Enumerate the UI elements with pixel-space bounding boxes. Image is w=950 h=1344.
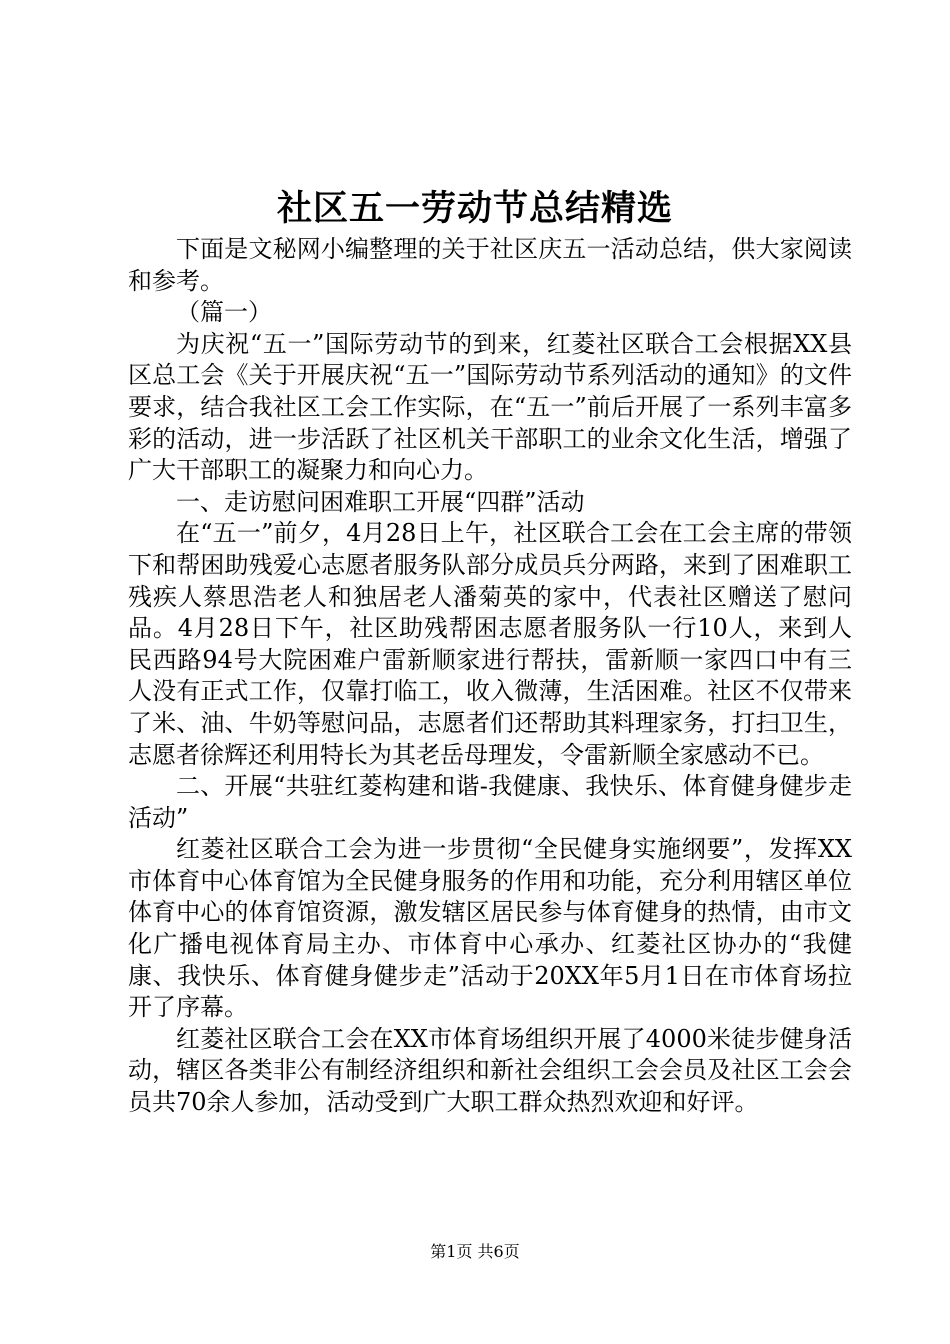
document-body: [128, 234, 852, 1119]
body-paragraph: 为庆祝“五一”国际劳动节的到来，红菱社区联合工会根据XX县区总工会《关于开展庆祝“五一”国际劳动节系列活动的通知》的文件要求，结合我社区工会工作实际，在“五一”前后开展了一系列丰富多彩的活动，进一步活跃了社区机关干部职工的业余文化生活，增强了广大干部职工的凝聚力和向心力。: [128, 329, 852, 485]
document-title: 社区五一劳动节总结精选: [276, 188, 673, 229]
body-paragraph: 红菱社区联合工会在XX市体育场组织开展了4000米徒步健身活动，辖区各类非公有制经济组织和新社会组织工会会员及社区工会会员共70余人参加，活动受到广大职工群众热烈欢迎和好评。: [128, 1024, 852, 1117]
intro-paragraph: 下面是文秘网小编整理的关于社区庆五一活动总结，供大家阅读和参考。: [128, 235, 852, 295]
page-number: 第1页 共6页: [430, 1242, 520, 1261]
body-paragraph: 红菱社区联合工会为进一步贯彻“全民健身实施纲要”，发挥XX市体育中心体育馆为全民健身服务的作用和功能，充分利用辖区单位体育中心的体育馆资源，激发辖区居民参与体育健身的热情，由市文化广播电视体育局主办、市体育中心承办、红菱社区协办的“我健康、我快乐、体育健身健步走”活动于20XX年5月1日在市体育场拉开了序幕。: [128, 835, 852, 1022]
section-heading: 一、走访慰问困难职工开展“四群”活动: [176, 487, 585, 516]
section-heading: 二、开展“共驻红菱构建和谐-我健康、我快乐、体育健身健步走活动”: [128, 772, 852, 832]
section-label: （篇一）: [176, 298, 272, 327]
body-paragraph: 在“五一”前夕，4月28日上午，社区联合工会在工会主席的带领下和帮困助残爱心志愿者服务队部分成员兵分两路，来到了困难职工残疾人蔡思浩老人和独居老人潘菊英的家中，代表社区赠送了慰问品。4月28日下午，社区助残帮困志愿者服务队一行10人，来到人民西路94号大院困难户雷新顺家进行帮扶，雷新顺一家四口中有三人没有正式工作，仅靠打临工，收入微薄，生活困难。社区不仅带来了米、油、牛奶等慰问品，志愿者们还帮助其料理家务，打扫卫生，志愿者徐辉还利用特长为其老岳母理发，令雷新顺全家感动不已。: [128, 519, 852, 769]
